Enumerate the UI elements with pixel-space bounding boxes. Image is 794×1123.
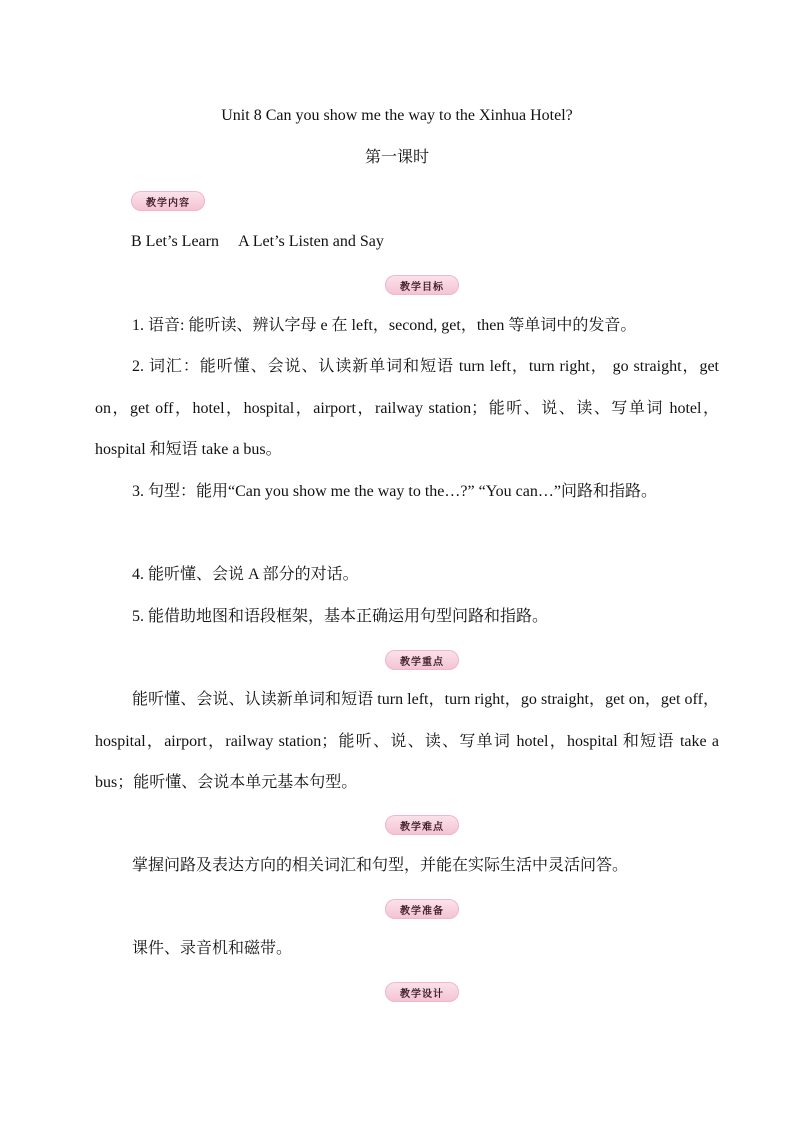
section-badge-difficulties: 教学难点 (385, 815, 459, 835)
section-badge-preparation: 教学准备 (385, 899, 459, 919)
section-badge-key-points: 教学重点 (385, 650, 459, 670)
page-title: Unit 8 Can you show me the way to the Xinhua Hotel? (221, 107, 573, 124)
lesson-period: 第一课时 (364, 149, 429, 166)
objective-item-2: 2. 词汇：能听懂、会说、认读新单词和短语 turn left，turn right， go straight，get on，get off，hotel，hospital，airport，railway station；能听、说、读、写单词 hotel，hospital 和短语 take a bus。 (95, 358, 719, 458)
key-points-text: 能听懂、会说、认读新单词和短语 turn left，turn right，go straight，get on，get off，hospital，airport，railway station；能听、说、读、写单词 hotel，hospital 和短语 take a bus；能听懂、会说本单元基本句型。 (95, 691, 719, 791)
objective-item-3: 3. 句型：能用“Can you show me the way to the…?” “You can…”问路和指路。 (132, 483, 657, 500)
section-badge-objectives: 教学目标 (385, 275, 459, 295)
preparation-text: 课件、录音机和磁带。 (132, 940, 293, 957)
section-badge-content: 教学内容 (131, 191, 205, 211)
objective-item-5: 5. 能借助地图和语段框架，基本正确运用句型问路和指路。 (132, 608, 549, 625)
difficulties-text: 掌握问路及表达方向的相关词汇和句型，并能在实际生活中灵活问答。 (132, 857, 629, 874)
section-badge-design: 教学设计 (385, 982, 459, 1002)
objective-item-4: 4. 能听懂、会说 A 部分的对话。 (132, 566, 359, 583)
content-text: B Let’s Learn A Let’s Listen and Say (131, 233, 384, 250)
objective-item-1: 1. 语音: 能听读、辨认字母 e 在 left，second, get，then 等单词中的发音。 (132, 317, 637, 334)
